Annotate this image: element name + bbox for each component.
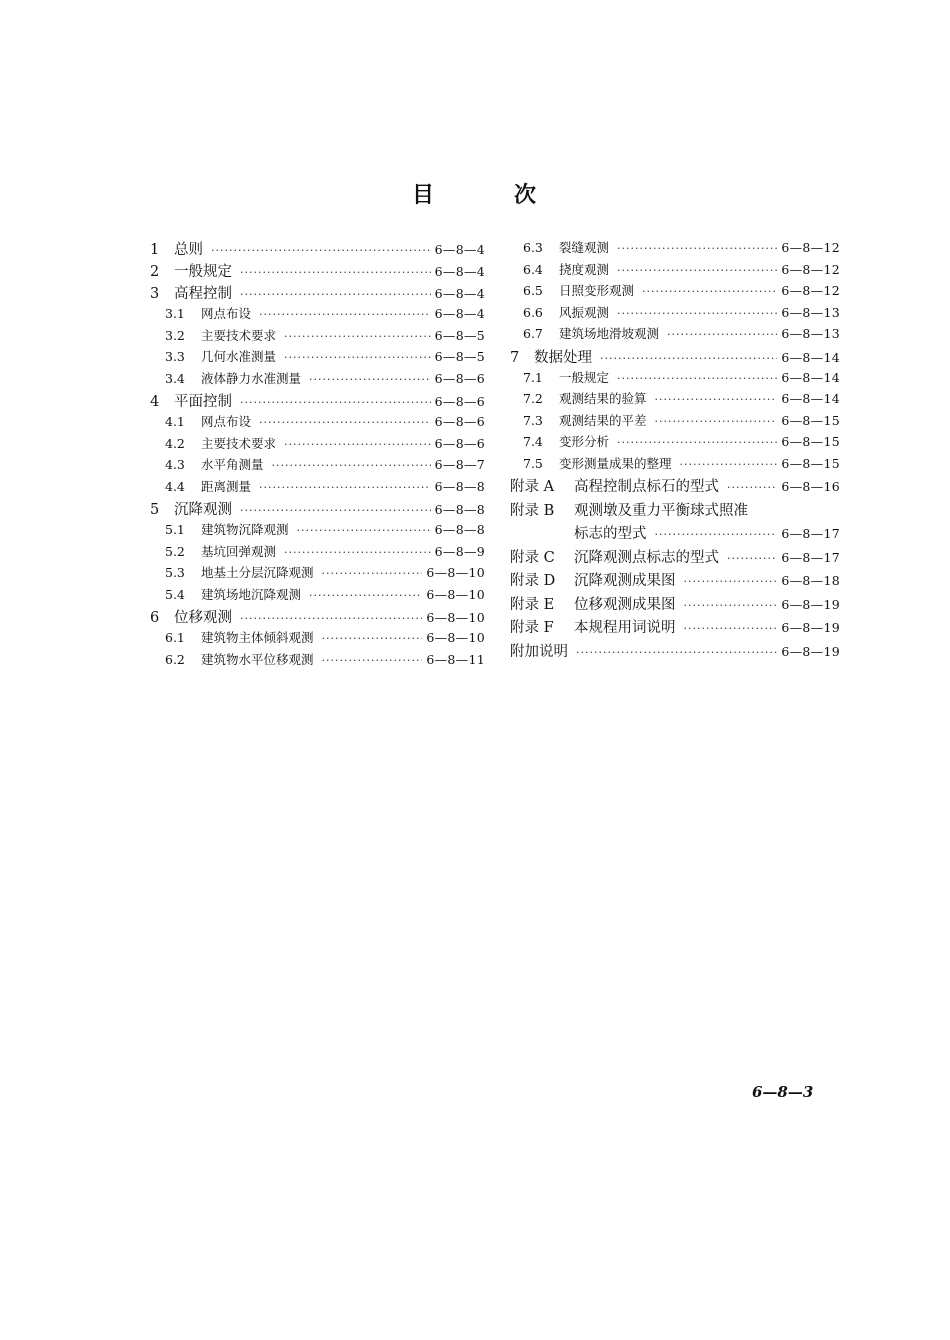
toc-entry-page: 6—8—9	[434, 543, 485, 559]
toc-entry-label: 高程控制	[174, 286, 232, 302]
toc-entry-number: 6.2	[165, 651, 185, 667]
toc-entry[interactable]	[150, 455, 485, 477]
toc-entry-page: 6—8—17	[781, 526, 840, 541]
toc-leader-dots	[727, 481, 777, 494]
toc-entry-number: 7.1	[523, 369, 543, 385]
toc-leader-dots	[655, 415, 778, 428]
toc-entry-page: 6—8—6	[434, 435, 485, 451]
toc-entry-number: 附录 C	[510, 549, 555, 566]
toc-entry-page: 6—8—8	[434, 522, 485, 537]
toc-entry-number: 附录 A	[510, 479, 555, 495]
toc-entry-number: 3	[150, 286, 160, 302]
toc-entry[interactable]	[510, 499, 840, 523]
toc-entry-label: 观测墩及重力平衡球式照准	[574, 502, 748, 519]
toc-entry-page: 6—8—15	[781, 455, 840, 471]
page-number: 6—8—3	[752, 1083, 814, 1101]
toc-entry-number: 4.3	[165, 457, 185, 472]
toc-column-left	[150, 238, 485, 671]
toc-entry-number: 4.1	[165, 414, 185, 429]
toc-entry-page: 6—8—16	[781, 479, 840, 494]
toc-leader-dots	[684, 575, 778, 588]
toc-entry[interactable]	[510, 640, 840, 664]
toc-entry-number: 2	[150, 264, 160, 280]
toc-title-char-1: 目	[411, 183, 436, 208]
toc-entry-label: 位移观测成果图	[574, 596, 676, 613]
toc-entry[interactable]	[150, 326, 485, 348]
toc-entry[interactable]	[510, 475, 840, 499]
toc-entry-label: 水平角测量	[201, 457, 264, 472]
toc-entry[interactable]	[150, 563, 485, 585]
toc-entry-label: 观测结果的平差	[559, 412, 647, 428]
toc-title	[0, 178, 950, 209]
toc-leader-dots	[259, 481, 431, 494]
toc-entry-number: 6.6	[523, 304, 543, 320]
toc-entry[interactable]	[150, 238, 485, 260]
toc-entry-page: 6—8—6	[434, 370, 485, 386]
toc-entry[interactable]	[150, 347, 485, 369]
toc-entry-number: 7	[510, 349, 520, 366]
toc-entry-page: 6—8—4	[434, 286, 485, 301]
toc-entry-page: 6—8—10	[426, 610, 485, 625]
toc-entry-number: 3.1	[165, 306, 185, 321]
toc-entry-number: 附录 E	[510, 596, 555, 613]
toc-entry-page: 6—8—10	[426, 630, 485, 645]
toc-entry-number: 4	[150, 394, 160, 410]
toc-entry-label: 建筑物沉降观测	[201, 522, 289, 537]
toc-entry-page: 6—8—4	[434, 306, 485, 321]
toc-entry-label: 一般规定	[559, 369, 610, 385]
toc-entry-label: 观测结果的验算	[559, 391, 647, 406]
toc-entry-number: 1	[150, 242, 160, 258]
toc-entry-number: 7.3	[523, 412, 543, 428]
toc-entry-label: 位移观测	[174, 610, 232, 626]
toc-entry-label: 沉降观测成果图	[574, 573, 676, 589]
toc-entry-page: 6—8—13	[781, 326, 840, 341]
toc-entry-label: 挠度观测	[559, 261, 610, 277]
toc-entry-label: 日照变形观测	[559, 283, 635, 298]
toc-entry-number: 4.2	[165, 435, 185, 451]
toc-entry-page: 6—8—14	[781, 349, 840, 365]
toc-entry-number: 6.5	[523, 283, 543, 298]
toc-entry-label: 地基土分层沉降观测	[201, 565, 314, 580]
toc-entry[interactable]	[150, 282, 485, 304]
toc-leader-dots	[240, 612, 422, 625]
toc-leader-dots	[727, 552, 777, 565]
toc-entry-label: 建筑物水平位移观测	[201, 651, 314, 667]
toc-entry-label: 网点布设	[201, 414, 252, 429]
toc-entry-page: 6—8—6	[434, 414, 485, 429]
toc-entry-number: 7.4	[523, 434, 543, 449]
toc-entry-label: 距离测量	[201, 478, 252, 494]
toc-entry-label: 标志的型式	[574, 526, 647, 542]
toc-leader-dots	[617, 307, 777, 320]
toc-leader-dots	[617, 372, 777, 385]
toc-entry-number: 附录 F	[510, 620, 554, 636]
toc-entry[interactable]	[150, 542, 485, 564]
toc-leader-dots	[617, 436, 777, 449]
toc-entry-page: 6—8—12	[781, 240, 840, 255]
toc-entry-label: 数据处理	[534, 349, 592, 366]
toc-leader-dots	[259, 416, 431, 429]
toc-entry-label: 建筑场地沉降观测	[201, 586, 302, 602]
toc-entry-number: 5.2	[165, 543, 185, 559]
toc-entry-number: 4.4	[165, 478, 185, 494]
toc-leader-dots	[642, 285, 777, 298]
toc-entry-label: 平面控制	[174, 394, 232, 410]
toc-entry[interactable]	[150, 260, 485, 282]
toc-leader-dots	[284, 438, 431, 451]
toc-leader-dots	[667, 328, 777, 341]
toc-entry-label: 高程控制点标石的型式	[574, 479, 719, 495]
toc-entry[interactable]	[510, 260, 840, 282]
toc-leader-dots	[322, 567, 423, 580]
toc-entry-label: 建筑物主体倾斜观测	[201, 630, 314, 645]
toc-entry-page: 6—8—15	[781, 412, 840, 428]
toc-entry-page: 6—8—13	[781, 304, 840, 320]
toc-entry[interactable]	[510, 324, 840, 346]
toc-entry[interactable]	[150, 477, 485, 499]
toc-entry[interactable]	[150, 628, 485, 650]
toc-entry-number: 5.4	[165, 586, 185, 602]
toc-leader-dots	[655, 528, 778, 541]
toc-entry-page: 6—8—19	[781, 643, 840, 659]
toc-entry-label: 沉降观测	[174, 502, 232, 518]
toc-leader-dots	[309, 589, 422, 602]
toc-leader-dots	[322, 632, 423, 645]
toc-leader-dots	[259, 308, 431, 321]
toc-entry[interactable]	[510, 569, 840, 593]
toc-entry[interactable]	[150, 606, 485, 628]
toc-entry-label: 主要技术要求	[201, 435, 277, 451]
toc-entry-page: 6—8—14	[781, 369, 840, 385]
toc-entry[interactable]	[150, 498, 485, 520]
toc-entry-number: 附录 D	[510, 573, 556, 589]
toc-entry-number: 6.4	[523, 261, 543, 277]
toc-entry-label: 建筑场地滑坡观测	[559, 326, 660, 341]
toc-entry-page: 6—8—17	[781, 549, 840, 565]
toc-leader-dots	[284, 351, 431, 364]
toc-entry-number: 3.2	[165, 327, 185, 343]
toc-entry[interactable]	[150, 434, 485, 456]
toc-entry[interactable]	[510, 454, 840, 476]
toc-entry[interactable]	[510, 281, 840, 303]
toc-entry-label: 液体静力水准测量	[201, 370, 302, 386]
toc-entry-page: 6—8—15	[781, 434, 840, 449]
toc-entry-number: 3.3	[165, 349, 185, 364]
toc-entry-page: 6—8—12	[781, 283, 840, 298]
toc-entry-number: 6.1	[165, 630, 185, 645]
toc-entry[interactable]	[510, 238, 840, 260]
toc-entry[interactable]	[150, 304, 485, 326]
toc-entry-label: 主要技术要求	[201, 327, 277, 343]
toc-entry-page: 6—8—10	[426, 565, 485, 580]
toc-entry[interactable]	[150, 412, 485, 434]
toc-entry-label: 总则	[174, 242, 203, 258]
toc-entry[interactable]	[510, 303, 840, 325]
toc-leader-dots	[680, 458, 778, 471]
toc-entry-label: 裂缝观测	[559, 240, 610, 255]
toc-entry[interactable]	[510, 368, 840, 390]
toc-entry-number: 7.2	[523, 391, 543, 406]
toc-entry-label: 一般规定	[174, 264, 232, 280]
toc-leader-dots	[240, 266, 431, 279]
toc-leader-dots	[322, 654, 423, 667]
toc-leader-dots	[309, 373, 431, 386]
toc-entry-label: 沉降观测点标志的型式	[574, 549, 719, 566]
toc-entry[interactable]	[510, 432, 840, 454]
toc-entry-page: 6—8—10	[426, 586, 485, 602]
toc-entry-page: 6—8—7	[434, 457, 485, 472]
toc-leader-dots	[600, 352, 777, 365]
toc-entry-page: 6—8—11	[426, 651, 485, 667]
toc-leader-dots	[211, 244, 431, 257]
toc-entry-label: 几何水准测量	[201, 349, 277, 364]
toc-entry-page: 6—8—8	[434, 478, 485, 494]
toc-leader-dots	[684, 599, 778, 612]
toc-entry-page: 6—8—5	[434, 349, 485, 364]
toc-entry[interactable]	[510, 546, 840, 570]
toc-entry-label: 风振观测	[559, 304, 610, 320]
toc-entry-label: 基坑回弹观测	[201, 543, 277, 559]
toc-leader-dots	[684, 622, 778, 635]
toc-leader-dots	[617, 242, 777, 255]
toc-entry-number: 5.3	[165, 565, 185, 580]
toc-entry-label: 变形分析	[559, 434, 610, 449]
toc-entry-page: 6—8—14	[781, 391, 840, 406]
toc-entry[interactable]	[510, 616, 840, 640]
toc-entry-page: 6—8—8	[434, 502, 485, 517]
toc-entry-number: 3.4	[165, 370, 185, 386]
toc-entry-label: 附加说明	[510, 643, 568, 660]
toc-entry-number: 6.3	[523, 240, 543, 255]
toc-leader-dots	[617, 264, 777, 277]
toc-entry-page: 6—8—4	[434, 264, 485, 279]
toc-leader-dots	[240, 504, 431, 517]
toc-leader-dots	[297, 524, 431, 537]
toc-entry-number: 7.5	[523, 455, 543, 471]
toc-entry-page: 6—8—4	[434, 242, 485, 257]
toc-entry[interactable]	[150, 520, 485, 542]
toc-entry[interactable]	[150, 369, 485, 391]
toc-entry-page: 6—8—6	[434, 394, 485, 409]
toc-title-char-2: 次	[514, 183, 539, 208]
toc-entry-page: 6—8—19	[781, 620, 840, 635]
toc-entry-page: 6—8—18	[781, 573, 840, 588]
toc-entry-number: 6.7	[523, 326, 543, 341]
toc-entry-number: 5	[150, 502, 160, 518]
toc-entry[interactable]	[510, 411, 840, 433]
toc-entry-label: 变形测量成果的整理	[559, 455, 672, 471]
toc-entry[interactable]	[510, 522, 840, 546]
toc-leader-dots	[240, 396, 431, 409]
toc-leader-dots	[240, 288, 431, 301]
toc-entry[interactable]	[510, 346, 840, 368]
toc-entry-label: 本规程用词说明	[574, 620, 676, 636]
toc-entry[interactable]	[510, 389, 840, 411]
toc-entry[interactable]	[510, 593, 840, 617]
toc-entry-number: 附录 B	[510, 502, 555, 519]
toc-entry[interactable]	[150, 650, 485, 672]
toc-entry-label: 网点布设	[201, 306, 252, 321]
toc-leader-dots	[284, 546, 431, 559]
toc-entry-page: 6—8—19	[781, 596, 840, 612]
toc-entry-number: 5.1	[165, 522, 185, 537]
toc-entry-page: 6—8—12	[781, 261, 840, 277]
toc-leader-dots	[284, 330, 431, 343]
toc-leader-dots	[576, 646, 777, 659]
toc-entry-page: 6—8—5	[434, 327, 485, 343]
toc-entry[interactable]	[150, 585, 485, 607]
toc-column-right	[510, 238, 840, 663]
toc-leader-dots	[272, 459, 431, 472]
toc-entry[interactable]	[150, 390, 485, 412]
toc-leader-dots	[655, 393, 778, 406]
toc-entry-number: 6	[150, 610, 160, 626]
